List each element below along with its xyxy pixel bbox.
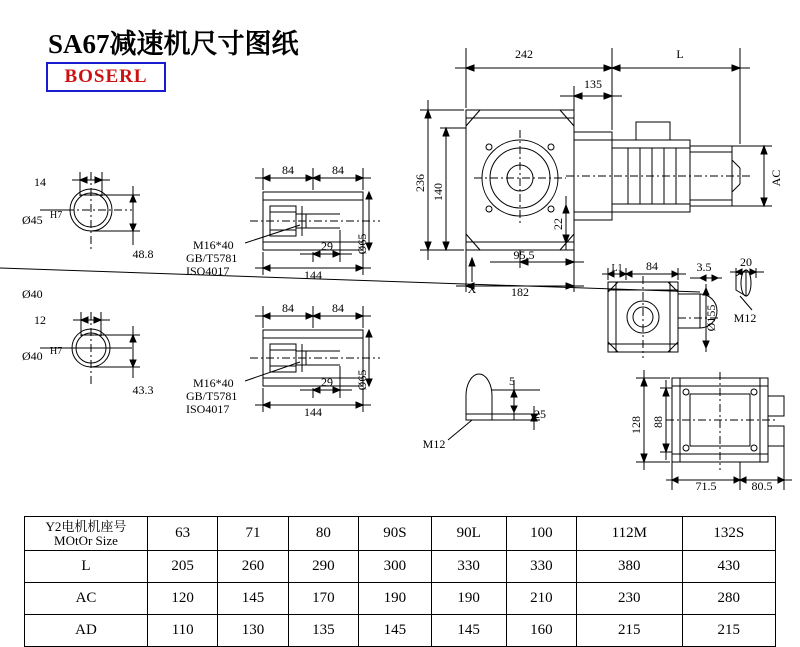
dim-144-b: 144 xyxy=(304,405,322,419)
dim-29-a: 29 xyxy=(321,239,333,253)
brand-logo-text: BOSERL xyxy=(64,66,148,87)
dim-84-b: 84 xyxy=(332,163,344,177)
dim-L: L xyxy=(676,47,684,61)
dim-29-b: 29 xyxy=(321,375,333,389)
page-title: SA67减速机尺寸图纸 xyxy=(48,29,299,59)
label-iso-b: ISO4017 xyxy=(186,402,230,416)
dim-d45h7: Ø45 xyxy=(22,213,43,227)
cell-AC-3: 190 xyxy=(359,583,432,615)
cell-L-7: 430 xyxy=(682,551,775,583)
dim-84-right: 84 xyxy=(646,259,658,273)
dim-AC: AC xyxy=(769,169,783,187)
dim-95-5: 95.5 xyxy=(513,248,535,262)
dim-144-a: 144 xyxy=(304,268,322,282)
cell-L-3: 300 xyxy=(359,551,432,583)
label-gb-a: GB/T5781 xyxy=(186,251,238,265)
dim-d155: Ø155 xyxy=(704,304,718,332)
table-row xyxy=(25,583,776,615)
dim-X: X xyxy=(467,282,477,296)
dim-d65-b: Ø65 xyxy=(355,369,369,391)
dim-84-a: 84 xyxy=(282,163,294,177)
cell-AD-4: 145 xyxy=(431,615,506,647)
col-head-6: 112M xyxy=(577,517,683,551)
dim-5: 5 xyxy=(509,374,515,388)
cell-AC-6: 230 xyxy=(577,583,683,615)
cell-AC-1: 145 xyxy=(218,583,288,615)
dim-h7-a: H7 xyxy=(50,210,63,221)
col-head-0: 63 xyxy=(148,517,218,551)
cell-L-2: 290 xyxy=(288,551,358,583)
dim-22: 22 xyxy=(551,218,565,230)
col-head-3: 90S xyxy=(359,517,432,551)
dim-d40: Ø40 xyxy=(22,287,43,301)
dim-135: 135 xyxy=(584,77,602,91)
row-label-L: L xyxy=(25,551,148,583)
dim-43-3: 43.3 xyxy=(132,383,154,397)
dim-M12-right: M12 xyxy=(733,311,757,325)
col-head-4: 90L xyxy=(431,517,506,551)
dim-M12-bottom: M12 xyxy=(422,437,446,451)
col-head-7: 132S xyxy=(682,517,775,551)
cell-AC-0: 120 xyxy=(148,583,218,615)
corner-label-cn: Y2电机机座号 xyxy=(45,518,127,534)
dim-14: 14 xyxy=(34,175,46,189)
dim-80-5: 80.5 xyxy=(751,479,773,493)
label-m16-b: M16*40 xyxy=(193,376,234,390)
label-m16-a: M16*40 xyxy=(193,238,234,252)
cell-AD-6: 215 xyxy=(577,615,683,647)
table-corner-cell xyxy=(25,517,148,551)
dim-84-d: 84 xyxy=(332,301,344,315)
dim-3-5: 3.5 xyxy=(696,260,712,274)
dim-236: 236 xyxy=(413,174,427,192)
dim-182: 182 xyxy=(511,285,529,299)
dim-d40h7: Ø40 xyxy=(22,349,43,363)
table-header-row xyxy=(25,517,776,551)
cell-AD-1: 130 xyxy=(218,615,288,647)
col-head-5: 100 xyxy=(506,517,576,551)
dim-L1: L1 xyxy=(611,263,623,274)
cell-AC-7: 280 xyxy=(682,583,775,615)
dim-48-8: 48.8 xyxy=(132,247,154,261)
dim-140: 140 xyxy=(431,183,445,201)
col-head-1: 71 xyxy=(218,517,288,551)
dim-12: 12 xyxy=(34,313,46,327)
label-gb-b: GB/T5781 xyxy=(186,389,238,403)
dim-242: 242 xyxy=(515,47,533,61)
cell-L-6: 380 xyxy=(577,551,683,583)
cell-AD-7: 215 xyxy=(682,615,775,647)
cell-AD-3: 145 xyxy=(359,615,432,647)
row-label-AC: AC xyxy=(25,583,148,615)
dim-20: 20 xyxy=(740,255,752,269)
cell-L-5: 330 xyxy=(506,551,576,583)
table-row xyxy=(25,551,776,583)
cell-AD-5: 160 xyxy=(506,615,576,647)
dim-88: 88 xyxy=(651,416,665,428)
col-head-2: 80 xyxy=(288,517,358,551)
dim-71-5: 71.5 xyxy=(695,479,717,493)
label-iso-a: ISO4017 xyxy=(186,264,230,278)
dimension-table xyxy=(24,516,776,647)
dim-84-c: 84 xyxy=(282,301,294,315)
cell-L-1: 260 xyxy=(218,551,288,583)
cell-AC-4: 190 xyxy=(431,583,506,615)
cell-AD-0: 110 xyxy=(148,615,218,647)
table-row xyxy=(25,615,776,647)
cell-AC-5: 210 xyxy=(506,583,576,615)
dim-h7-b: H7 xyxy=(50,346,63,357)
dim-25: 25 xyxy=(534,407,546,421)
cell-AC-2: 170 xyxy=(288,583,358,615)
dim-d65-a: Ø65 xyxy=(355,233,369,255)
corner-label-en: MOtOr Size xyxy=(54,532,118,548)
cell-AD-2: 135 xyxy=(288,615,358,647)
cell-L-4: 330 xyxy=(431,551,506,583)
cell-L-0: 205 xyxy=(148,551,218,583)
row-label-AD: AD xyxy=(25,615,148,647)
dim-128: 128 xyxy=(629,416,643,434)
